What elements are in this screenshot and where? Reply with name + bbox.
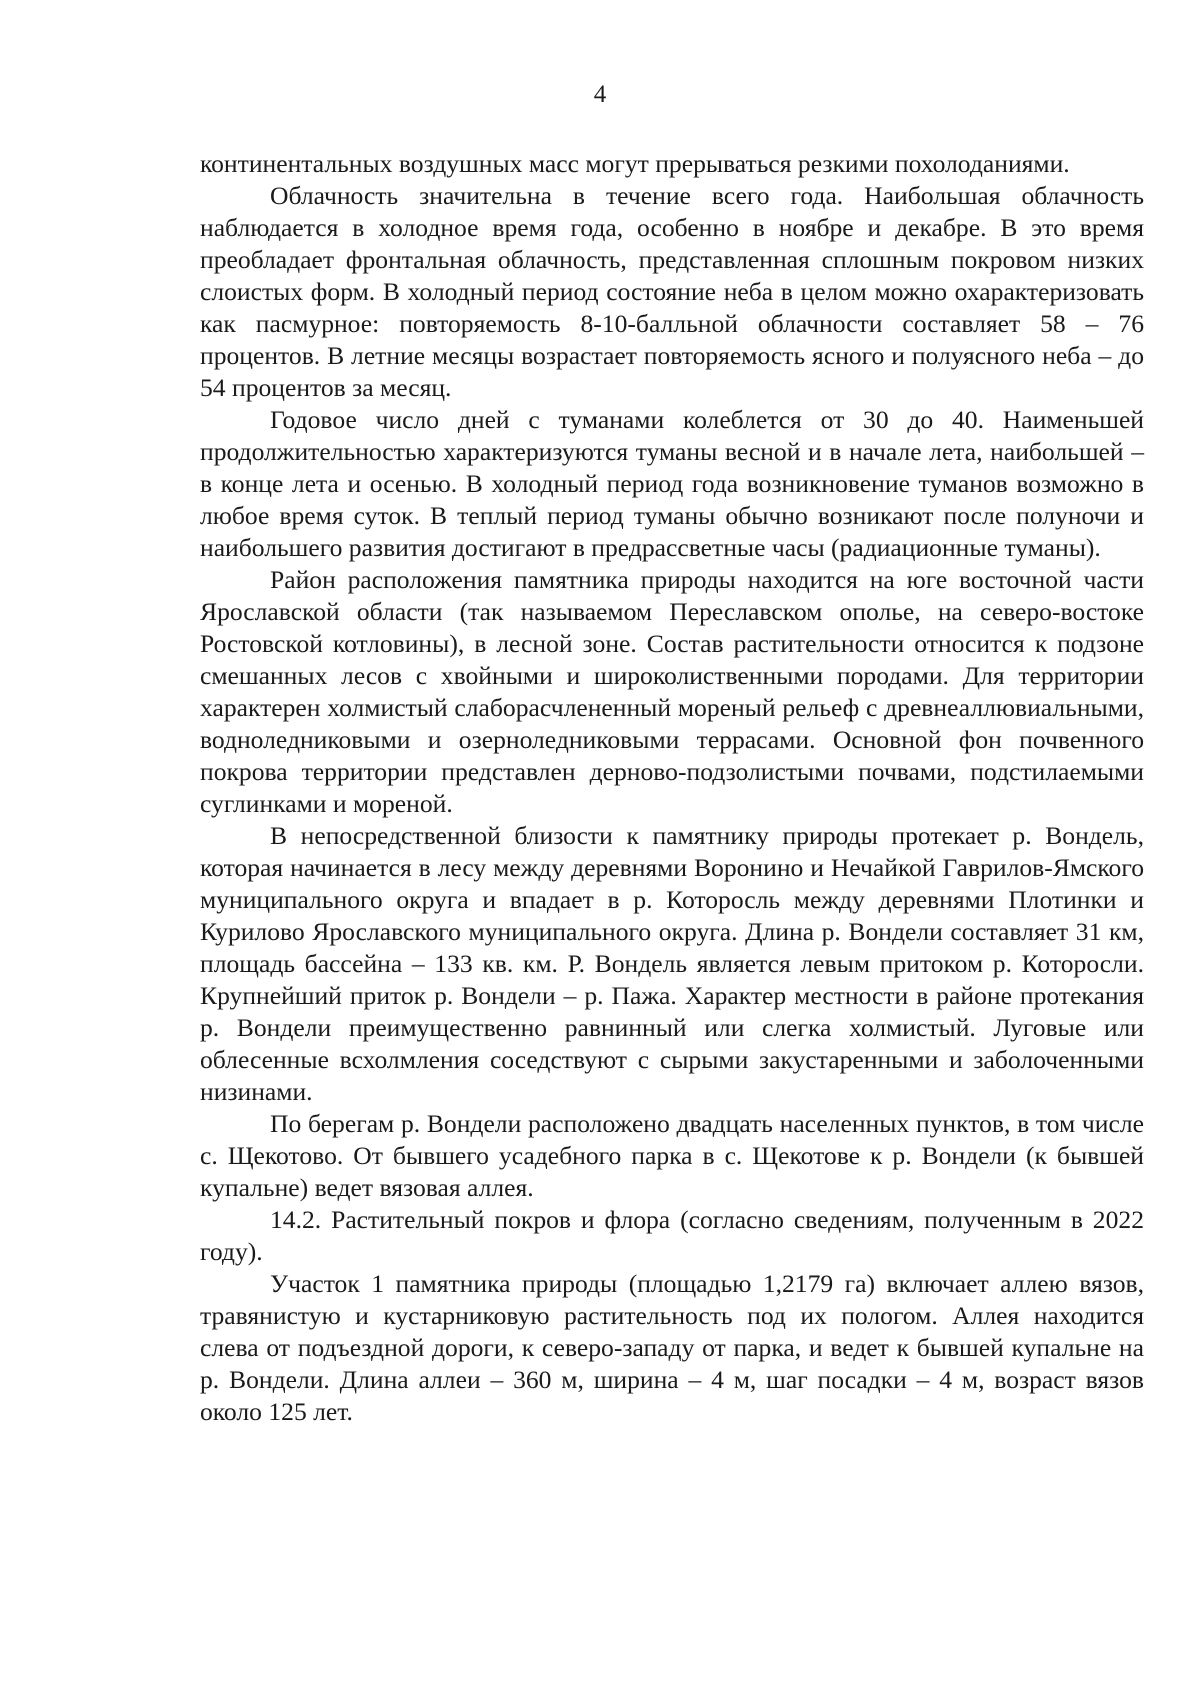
paragraph-fog: Годовое число дней с туманами колеблется от 30 до 40. Наименьшей продолжительностью характеризуются туманы весной и в начале лета, наибольшей – в конце лета и осенью. В холодный период года возникновение туманов возможно в любое время суток. В теплый период туманы обычно возникают после полуночи и наибольшего развития достигают в предрассветные часы (радиационные туманы). [200,405,1144,562]
page-number: 4 [593,81,607,108]
section-heading-vegetation: 14.2. Растительный покров и флора (согласно сведениям, полученным в 2022 году). [200,1205,1144,1266]
paragraph-river: В непосредственной близости к памятнику природы протекает р. Вондель, которая начинается в лесу между деревнями Воронино и Нечайкой Гаврилов-Ямского муниципального округа и впадает в р. Которосль между деревнями Плотинки и Курилово Ярославского муниципального округа. Длина р. Вондели составляет 31 км, площадь бассейна – 133 кв. км. Р. Вондель является левым притоком р. Которосли. Крупнейший приток р. Вондели – р. Пажа. Характер местности в районе протекания р. Вондели преимущественно равнинный или слегка холмистый. Луговые или облесенные всхолмления соседствуют с сырыми закустаренными и заболоченными низинами. [200,821,1144,1106]
paragraph-continuation: континентальных воздушных масс могут прерываться резкими похолоданиями. [200,149,1070,178]
paragraph-site-1: Участок 1 памятника природы (площадью 1,2179 га) включает аллею вязов, травянистую и кустарниковую растительность под их пологом. Аллея находится слева от подъездной дороги, к северо-западу от парка, и ведет к бывшей купальне на р. Вондели. Длина аллеи – 360 м, ширина – 4 м, шаг посадки – 4 м, возраст вязов около 125 лет. [200,1269,1144,1426]
paragraph-settlements: По берегам р. Вондели расположено двадцать населенных пунктов, в том числе с. Щекотово. От бывшего усадебного парка в с. Щекотове к р. Вондели (к бывшей купальне) ведет вязовая аллея. [200,1109,1144,1202]
paragraph-cloudiness: Облачность значительна в течение всего года. Наибольшая облачность наблюдается в холодное время года, особенно в ноябре и декабре. В это время преобладает фронтальная облачность, представленная сплошным покровом низких слоистых форм. В холодный период состояние неба в целом можно охарактеризовать как пасмурное: повторяемость 8-10-балльной облачности составляет 58 – 76 процентов. В летние месяцы возрастает повторяемость ясного и полуясного неба – до 54 процентов за месяц. [200,181,1144,402]
paragraph-location: Район расположения памятника природы находится на юге восточной части Ярославской области (так называемом Переславском ополье, на северо-востоке Ростовской котловины), в лесной зоне. Состав растительности относится к подзоне смешанных лесов с хвойными и широколиственными породами. Для территории характерен холмистый слаборасчлененный мореный рельеф с древнеаллювиальными, водноледниковыми и озерноледниковыми террасами. Основной фон почвенного покрова территории представлен дерново-подзолистыми почвами, подстилаемыми суглинками и мореной. [200,565,1144,818]
document-body [200,148,1144,1428]
